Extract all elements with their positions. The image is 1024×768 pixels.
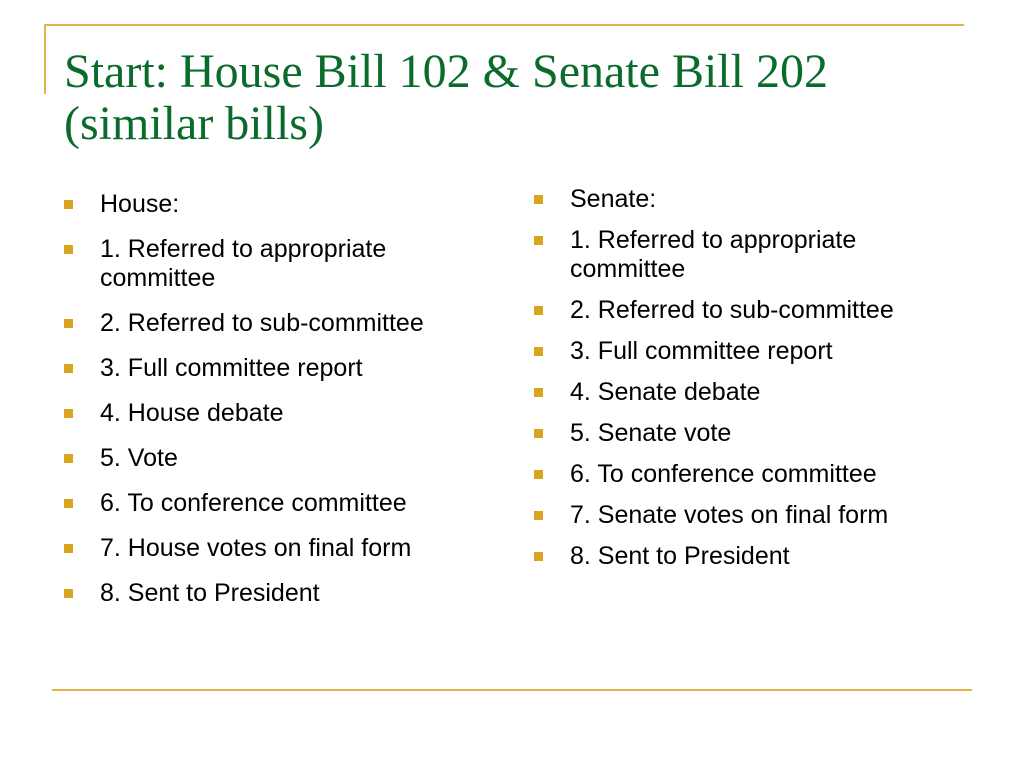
house-item bbox=[64, 534, 504, 563]
frame-top-rule bbox=[44, 24, 964, 26]
square-bullet-icon bbox=[64, 454, 73, 463]
house-item-text: 8. Sent to President bbox=[100, 579, 320, 607]
slide-title-line-1: Start: House Bill 102 & Senate Bill 202 bbox=[64, 45, 828, 98]
house-item bbox=[64, 235, 504, 293]
frame-bottom-rule bbox=[52, 689, 972, 691]
house-item-text: 7. House votes on final form bbox=[100, 534, 412, 562]
senate-item bbox=[534, 337, 974, 366]
square-bullet-icon bbox=[64, 589, 73, 598]
senate-item bbox=[534, 296, 974, 325]
house-item-text: 3. Full committee report bbox=[100, 354, 363, 382]
square-bullet-icon bbox=[64, 409, 73, 418]
square-bullet-icon bbox=[534, 236, 543, 245]
square-bullet-icon bbox=[534, 552, 543, 561]
senate-item-text: 7. Senate votes on final form bbox=[570, 501, 889, 529]
square-bullet-icon bbox=[534, 347, 543, 356]
senate-item bbox=[534, 226, 974, 284]
square-bullet-icon bbox=[64, 200, 73, 209]
square-bullet-icon bbox=[534, 429, 543, 438]
senate-item-text: 6. To conference committee bbox=[570, 460, 877, 488]
senate-item-text: 1. Referred to appropriate committee bbox=[570, 226, 857, 283]
senate-item bbox=[534, 460, 974, 489]
senate-item bbox=[534, 542, 974, 571]
house-item bbox=[64, 190, 504, 219]
square-bullet-icon bbox=[64, 319, 73, 328]
senate-item-text: 2. Referred to sub-committee bbox=[570, 296, 894, 324]
senate-item bbox=[534, 501, 974, 530]
house-item bbox=[64, 399, 504, 428]
square-bullet-icon bbox=[534, 470, 543, 479]
frame-left-rule bbox=[44, 24, 46, 94]
square-bullet-icon bbox=[534, 388, 543, 397]
house-item-text: 4. House debate bbox=[100, 399, 284, 427]
square-bullet-icon bbox=[64, 364, 73, 373]
slide-title-line-2: (similar bills) bbox=[64, 97, 324, 150]
house-item bbox=[64, 354, 504, 383]
house-column bbox=[64, 190, 504, 624]
square-bullet-icon bbox=[64, 499, 73, 508]
senate-column bbox=[534, 185, 974, 583]
slide-title bbox=[64, 46, 994, 150]
senate-item-text: 3. Full committee report bbox=[570, 337, 833, 365]
house-item-text: 5. Vote bbox=[100, 444, 178, 472]
house-item bbox=[64, 444, 504, 473]
house-item bbox=[64, 489, 504, 518]
senate-item-text: 8. Sent to President bbox=[570, 542, 790, 570]
square-bullet-icon bbox=[534, 306, 543, 315]
square-bullet-icon bbox=[64, 544, 73, 553]
senate-item bbox=[534, 185, 974, 214]
house-item-text: 1. Referred to appropriate committee bbox=[100, 235, 387, 292]
senate-item-text: Senate: bbox=[570, 185, 657, 213]
senate-item bbox=[534, 419, 974, 448]
house-item-text: 6. To conference committee bbox=[100, 489, 407, 517]
house-item bbox=[64, 579, 504, 608]
senate-item-text: 4. Senate debate bbox=[570, 378, 761, 406]
square-bullet-icon bbox=[534, 195, 543, 204]
house-item bbox=[64, 309, 504, 338]
square-bullet-icon bbox=[64, 245, 73, 254]
senate-item bbox=[534, 378, 974, 407]
square-bullet-icon bbox=[534, 511, 543, 520]
house-item-text: House: bbox=[100, 190, 180, 218]
senate-item-text: 5. Senate vote bbox=[570, 419, 732, 447]
house-item-text: 2. Referred to sub-committee bbox=[100, 309, 424, 337]
